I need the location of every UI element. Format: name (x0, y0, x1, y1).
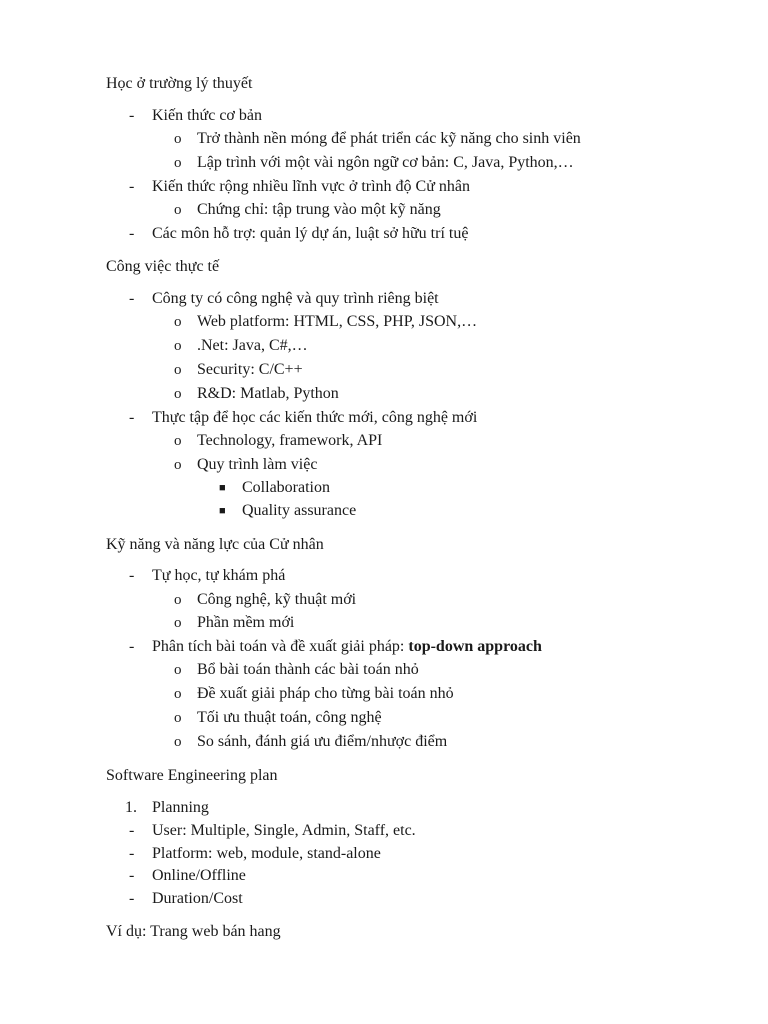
list-item-text: Phân tích bài toán và đề xuất giải pháp: (152, 638, 409, 655)
dash-bullet: - (129, 890, 135, 907)
section-heading-4: Software Engineering plan (106, 767, 278, 784)
section-heading-2: Công việc thực tế (106, 258, 220, 275)
dash-bullet: - (129, 107, 135, 124)
sub-list-item: Bổ bài toán thành các bài toán nhỏ (197, 661, 419, 678)
dash-bullet: - (129, 290, 135, 307)
dash-bullet: - (129, 638, 135, 655)
circle-bullet: o (174, 314, 182, 330)
list-item: Kiến thức cơ bản (152, 107, 262, 124)
circle-bullet: o (174, 592, 182, 608)
dash-bullet: - (129, 567, 135, 584)
list-item: Duration/Cost (152, 890, 243, 907)
circle-bullet: o (174, 202, 182, 218)
dash-bullet: - (129, 178, 135, 195)
sub-list-item: Quy trình làm việc (197, 456, 318, 473)
circle-bullet: o (174, 155, 182, 171)
sub-sub-list-item: Collaboration (242, 479, 330, 496)
section-heading-3: Kỹ năng và năng lực của Cử nhân (106, 536, 324, 553)
number-marker: 1. (125, 799, 137, 816)
square-bullet: ■ (219, 505, 226, 517)
dash-bullet: - (129, 845, 135, 862)
circle-bullet: o (174, 710, 182, 726)
circle-bullet: o (174, 734, 182, 750)
list-item: Tự học, tự khám phá (152, 567, 286, 584)
sub-list-item: Lập trình với một vài ngôn ngữ cơ bản: C, Java, Python,… (197, 154, 574, 171)
list-item: Planning (152, 799, 209, 816)
sub-list-item: Web platform: HTML, CSS, PHP, JSON,… (197, 313, 478, 330)
sub-list-item: Công nghệ, kỹ thuật mới (197, 591, 357, 608)
circle-bullet: o (174, 338, 182, 354)
circle-bullet: o (174, 662, 182, 678)
sub-list-item: Phần mềm mới (197, 614, 295, 631)
circle-bullet: o (174, 386, 182, 402)
dash-bullet: - (129, 409, 135, 426)
sub-list-item: Technology, framework, API (197, 432, 383, 449)
circle-bullet: o (174, 457, 182, 473)
section-heading-1: Học ở trường lý thuyết (106, 75, 253, 92)
list-item: Thực tập để học các kiến thức mới, công nghệ mới (152, 409, 478, 426)
circle-bullet: o (174, 433, 182, 449)
circle-bullet: o (174, 686, 182, 702)
sub-list-item: So sánh, đánh giá ưu điểm/nhược điểm (197, 733, 448, 750)
sub-list-item: R&D: Matlab, Python (197, 385, 339, 402)
circle-bullet: o (174, 131, 182, 147)
list-item (152, 637, 542, 657)
list-item: Online/Offline (152, 867, 246, 884)
section-heading-5: Ví dụ: Trang web bán hang (106, 923, 281, 940)
dash-bullet: - (129, 822, 135, 839)
sub-list-item: Security: C/C++ (197, 361, 303, 378)
square-bullet: ■ (219, 482, 226, 494)
sub-list-item: Đề xuất giải pháp cho từng bài toán nhỏ (197, 685, 454, 702)
circle-bullet: o (174, 362, 182, 378)
list-item: Kiến thức rộng nhiều lĩnh vực ở trình độ Cử nhân (152, 178, 470, 195)
sub-sub-list-item: Quality assurance (242, 502, 357, 519)
list-item: Platform: web, module, stand-alone (152, 845, 381, 862)
sub-list-item: .Net: Java, C#,… (197, 337, 308, 354)
list-item: User: Multiple, Single, Admin, Staff, etc. (152, 822, 416, 839)
sub-list-item: Chứng chỉ: tập trung vào một kỹ năng (197, 201, 441, 218)
circle-bullet: o (174, 615, 182, 631)
sub-list-item: Tối ưu thuật toán, công nghệ (197, 709, 382, 726)
sub-list-item: Trở thành nền móng để phát triển các kỹ năng cho sinh viên (197, 130, 581, 147)
list-item: Các môn hỗ trợ: quản lý dự án, luật sở hữu trí tuệ (152, 225, 469, 242)
dash-bullet: - (129, 225, 135, 242)
dash-bullet: - (129, 867, 135, 884)
bold-phrase: top-down approach (408, 638, 542, 655)
list-item: Công ty có công nghệ và quy trình riêng biệt (152, 290, 439, 307)
